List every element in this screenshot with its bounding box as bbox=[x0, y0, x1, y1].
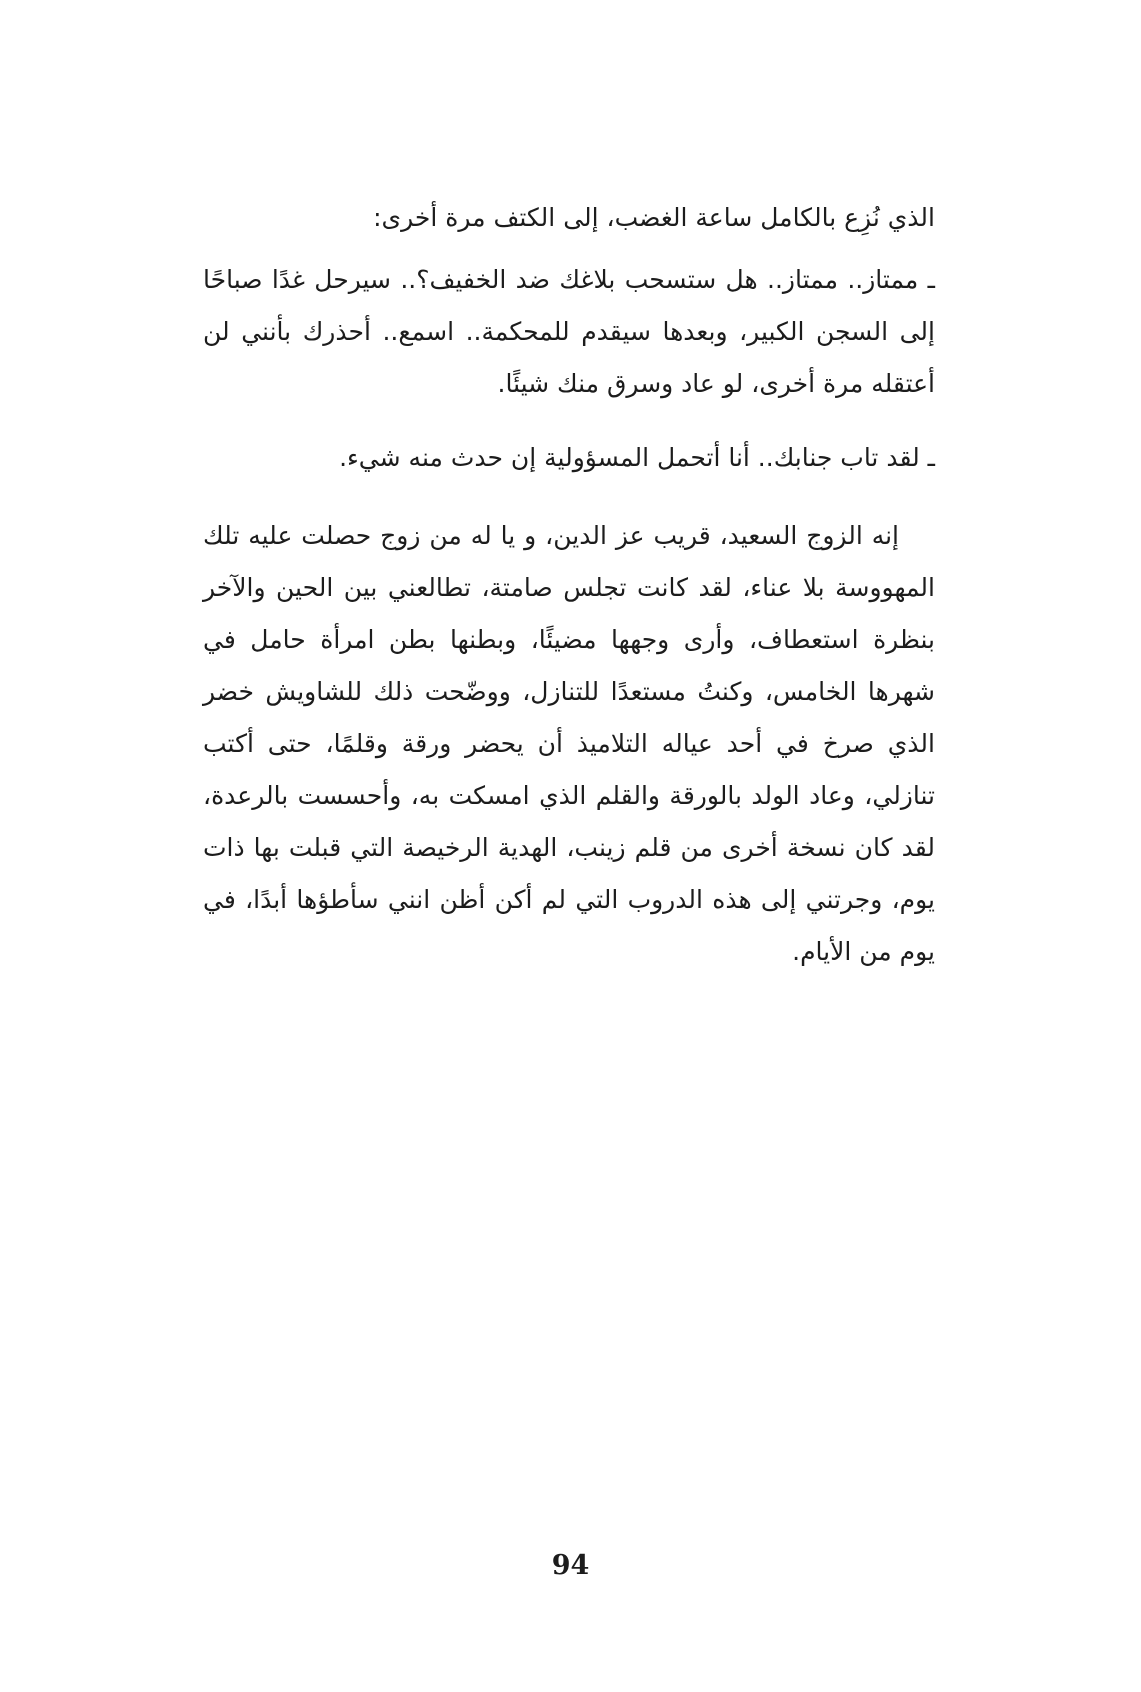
body-text bbox=[203, 192, 935, 978]
page-number: 94 bbox=[551, 1550, 590, 1581]
intro-line: الذي نُزِع بالكامل ساعة الغضب، إلى الكتف مرة أخرى: bbox=[373, 203, 935, 232]
dialogue-line: ـ ممتاز.. ممتاز.. هل ستسحب بلاغك ضد الخفيف؟.. سيرحل غدًا صباحًا إلى السجن الكبير، وبعدها سيقدم للمحكمة.. اسمع.. أحذرك بأنني لن أعتقله مرة أخرى، لو عاد وسرق منك شيئًا. bbox=[203, 265, 935, 398]
narrative-paragraph: إنه الزوج السعيد، قريب عز الدين، و يا له من زوج حصلت عليه تلك المهووسة بلا عناء، لقد كانت تجلس صامتة، تطالعني بين الحين والآخر بنظرة استعطاف، وأرى وجهها مضيئًا، وبطنها بطن امرأة حامل في شهرها الخامس، وكنتُ مستعدًا للتنازل، ووضّحت ذلك للشاويش خضر الذي صرخ في أحد عياله التلاميذ أن يحضر ورقة وقلمًا، حتى أكتب تنازلي، وعاد الولد بالورقة والقلم الذي امسكت به، وأحسست بالرعدة، لقد كان نسخة أخرى من قلم زينب، الهدية الرخيصة التي قبلت بها ذات يوم، وجرتني إلى هذه الدروب التي لم أكن أظن انني سأطؤها أبدًا، في يوم من الأيام. bbox=[203, 521, 935, 966]
dialogue-line: ـ لقد تاب جنابك.. أنا أتحمل المسؤولية إن حدث منه شيء. bbox=[339, 443, 935, 472]
